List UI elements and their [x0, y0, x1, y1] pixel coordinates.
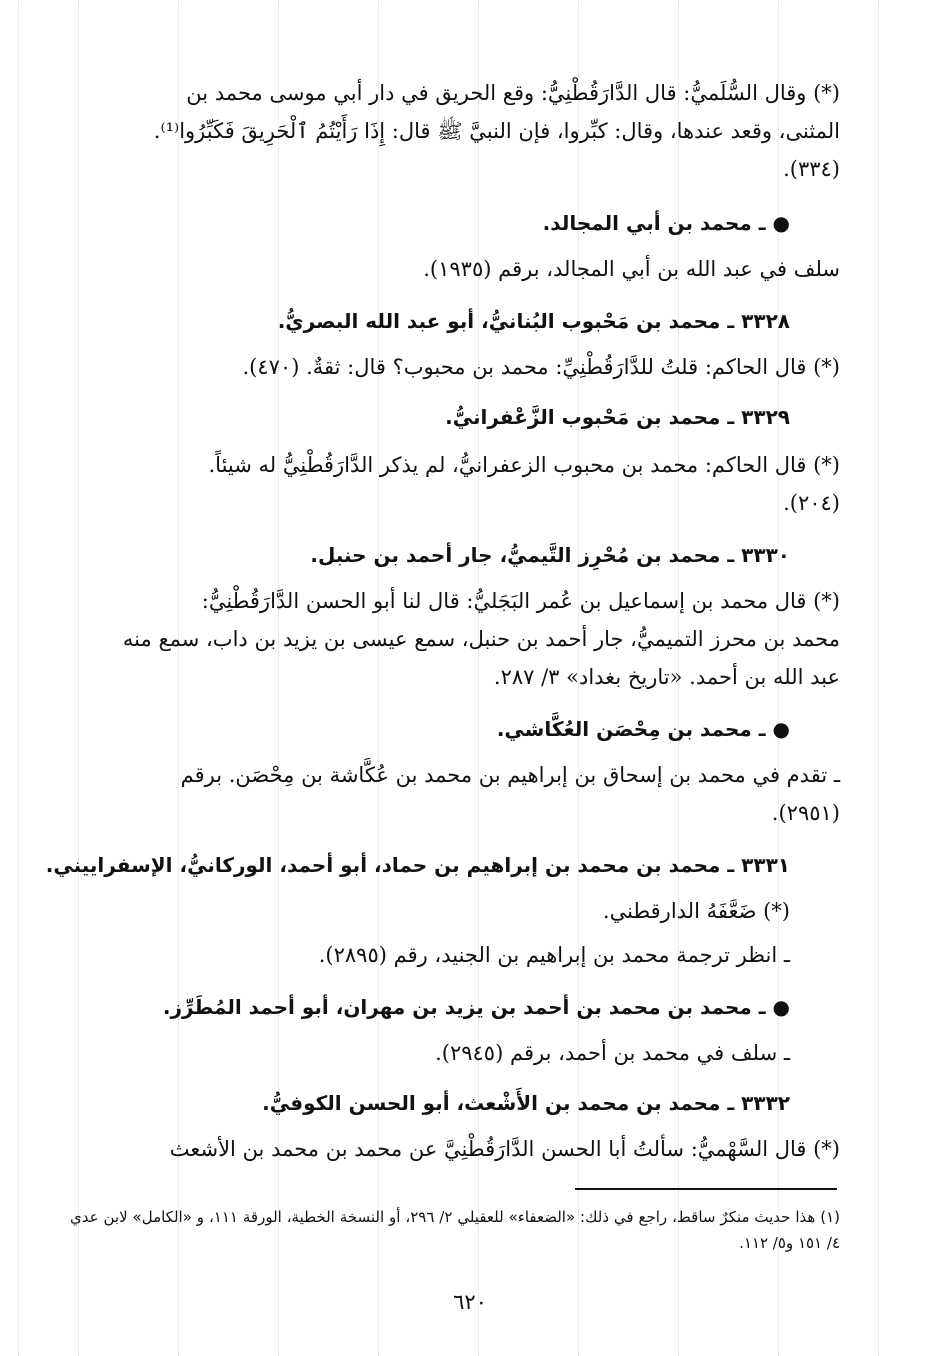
entry-body: عبد الله بن أحمد. «تاريخ بغداد» ٣/ ٢٨٧. — [493, 665, 840, 689]
scan-guide-line — [18, 0, 19, 1356]
entry-body: (*) قال الحاكم: محمد بن محبوب الزعفرانيُّ، لم يذكر الدَّارَقُطْنِيُّ له شيئاً. — [208, 453, 840, 477]
entry-body: (*) قال الحاكم: قلتُ للدَّارَقُطْنِيِّ: محمد بن محبوب؟ قال: ثقةٌ. (٤٧٠). — [242, 355, 840, 379]
page-number: ٦٢٠ — [453, 1290, 487, 1314]
entry-body: ـ انظر ترجمة محمد بن إبراهيم بن الجنيد، رقم (٢٨٩٥). — [318, 943, 790, 967]
entry-heading: ٣٣٣٠ ـ محمد بن مُحْرِز التَّيميُّ، جار أحمد بن حنبل. — [310, 543, 790, 567]
paragraph-line: (*) وقال السُّلَميُّ: قال الدَّارَقُطْنِيُّ: وقع الحريق في دار أبي موسى محمد بن — [186, 81, 840, 105]
footnote-divider — [575, 1188, 837, 1190]
entry-heading: ٣٣٣١ ـ محمد بن محمد بن إبراهيم بن حماد، أبو أحمد، الوركانيُّ، الإسفراييني. — [45, 853, 790, 877]
entry-heading: ● ـ محمد بن مِحْصَن العُكَّاشي. — [496, 717, 790, 741]
scan-guide-line — [878, 0, 879, 1356]
entry-body: ـ تقدم في محمد بن إسحاق بن إبراهيم بن محمد بن عُكَّاشة بن مِحْصَن. برقم — [180, 763, 840, 787]
paragraph-line: المثنى، وقعد عندها، وقال: كبِّروا، فإن النبيَّ ﷺ قال: إِذَا رَأَيْتُمُ ٱلْحَرِيقَ فَكَبِّرُوا⁽¹⁾. — [153, 119, 840, 143]
footnote: (١) هذا حديث منكرٌ ساقط، راجع في ذلك: «الضعفاء» للعقيلي ٢/ ٢٩٦، أو النسخة الخطية، الورقة ١١١، و «الكامل» لابن عدي ٤/ ١٥١ و٥/ ١١٢. — [70, 1208, 840, 1252]
entry-heading: ٣٣٢٩ ـ محمد بن مَحْبوب الزَّعْفرانيُّ. — [445, 405, 790, 429]
entry-body: ـ سلف في محمد بن أحمد، برقم (٢٩٤٥). — [435, 1041, 790, 1065]
entry-body: سلف في عبد الله بن أبي المجالد، برقم (١٩٣٥). — [423, 257, 840, 281]
entry-body: محمد بن محرز التميميُّ، جار أحمد بن حنبل، سمع عيسى بن يزيد بن داب، سمع منه — [122, 627, 840, 651]
entry-body: (*) ضَعَّفَهُ الدارقطني. — [602, 899, 790, 923]
entry-heading: ● ـ محمد بن محمد بن أحمد بن يزيد بن مهران، أبو أحمد المُطَرِّز. — [162, 995, 790, 1019]
entry-body: (*) قال السَّهْميُّ: سألتُ أبا الحسن الدَّارَقُطْنِيَّ عن محمد بن محمد بن الأشعث — [169, 1137, 840, 1161]
entry-body: (*) قال محمد بن إسماعيل بن عُمر البَجَليُّ: قال لنا أبو الحسن الدَّارَقُطْنِيُّ: — [201, 589, 840, 613]
paragraph-line: (٣٣٤). — [783, 157, 840, 181]
entry-body: (٢٩٥١). — [771, 801, 840, 825]
entry-body: (٢٠٤). — [783, 491, 840, 515]
scan-guide-line — [78, 0, 79, 1356]
entry-heading: ٣٣٢٨ ـ محمد بن مَحْبوب البُنانيُّ، أبو عبد الله البصريُّ. — [277, 309, 790, 333]
entry-heading: ٣٣٣٢ ـ محمد بن محمد بن الأَشْعث، أبو الحسن الكوفيُّ. — [262, 1091, 790, 1115]
entry-heading: ● ـ محمد بن أبي المجالد. — [542, 211, 790, 235]
